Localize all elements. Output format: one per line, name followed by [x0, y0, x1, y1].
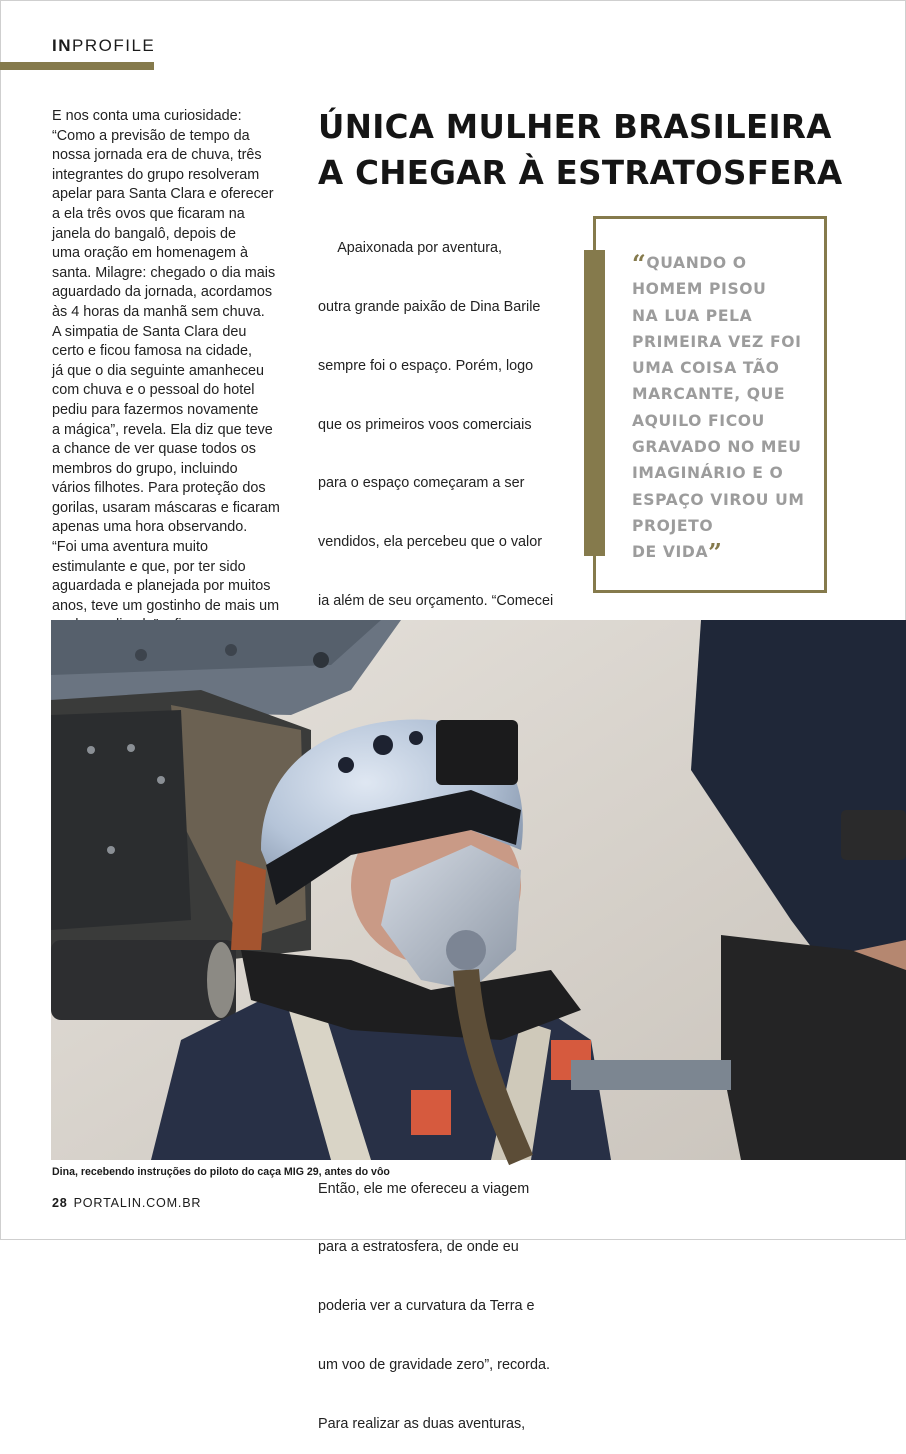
- helmet-vent: [409, 731, 423, 745]
- text-line: Então, ele me ofereceu a viagem: [318, 1180, 530, 1197]
- text-line: E nos conta uma curiosidade:: [52, 108, 242, 124]
- pull-quote-line: GRAVADO NO MEU: [632, 438, 802, 457]
- site-url: PORTALIN.COM.BR: [73, 1196, 202, 1210]
- text-line: já que o dia seguinte amanheceu: [52, 362, 265, 379]
- pull-quote-text: QUANDO O: [646, 254, 747, 272]
- pull-quote-line: IMAGINÁRIO E O: [632, 464, 784, 483]
- page-number: 28: [52, 1196, 68, 1210]
- text-line: Apaixonada por aventura,: [318, 240, 503, 257]
- text-line: para o espaço começaram a ser: [318, 475, 525, 492]
- left-text-column: [52, 107, 298, 636]
- text-line: santa. Milagre: chegado o dia mais: [52, 264, 276, 281]
- pull-quote-line: AQUILO FICOU: [632, 411, 765, 430]
- text-line: a ela três ovos que ficaram na: [52, 205, 245, 222]
- mask-valve: [446, 930, 486, 970]
- seat-side-panel: [51, 710, 191, 930]
- rivet: [135, 649, 147, 661]
- section-label-light: PROFILE: [72, 36, 156, 55]
- page-footer: [52, 1196, 201, 1210]
- text-line: apelar para Santa Clara e oferecer: [52, 186, 274, 203]
- text-line: às 4 horas da manhã sem chuva.: [52, 303, 265, 320]
- text-line: sempre foi o espaço. Porém, logo: [318, 357, 534, 374]
- pull-quote-line: MARCANTE, QUE: [632, 385, 786, 404]
- text-line: apenas uma hora observando.: [52, 519, 248, 536]
- rivet: [87, 746, 95, 754]
- text-line: a mágica”, revela. Ela diz que teve: [52, 421, 273, 438]
- pull-quote-line: HOMEM PISOU: [632, 280, 767, 299]
- text-line: outra grande paixão de Dina Barile: [318, 298, 541, 315]
- article-headline: [318, 104, 878, 196]
- helmet-vent: [373, 735, 393, 755]
- text-line: ia além de seu orçamento. “Comecei: [318, 592, 554, 609]
- pull-quote-accent-tab: [584, 250, 605, 556]
- pull-quote-text: DE VIDA: [632, 543, 709, 562]
- aircraft-rail: [571, 1060, 731, 1090]
- text-line: para a estratosfera, de onde eu: [318, 1239, 519, 1256]
- text-line: aguardada e planejada por muitos: [52, 578, 271, 595]
- text-line: uma oração em homenagem à: [52, 245, 248, 262]
- text-line: “Foi uma aventura muito: [52, 539, 208, 556]
- pull-quote-line: [632, 250, 818, 276]
- section-accent-bar: [0, 62, 154, 70]
- text-line: janela do bangalô, depois de: [52, 225, 237, 242]
- rivet: [313, 652, 329, 668]
- action-camera: [841, 810, 906, 860]
- pull-quote-line: UMA COISA TÃO: [632, 359, 780, 378]
- headline-line-1: ÚNICA MULHER BRASILEIRA: [318, 108, 832, 146]
- pull-quote-line: PROJETO: [632, 516, 714, 535]
- helmet-camera: [436, 720, 518, 785]
- photo-illustration: [51, 620, 906, 1160]
- cockpit-photo: [51, 620, 906, 1160]
- text-line: nossa jornada era de chuva, três: [52, 147, 262, 164]
- text-line: “Como a previsão de tempo da: [52, 127, 250, 144]
- harness-buckle: [411, 1090, 451, 1135]
- red-hair: [231, 860, 266, 950]
- text-line: com chuva e o pessoal do hotel: [52, 382, 255, 399]
- text-line: aguardado da jornada, acordamos: [52, 284, 273, 301]
- rivet: [127, 744, 135, 752]
- photo-caption: Dina, recebendo instruções do piloto do caça MIG 29, antes do vôo: [52, 1166, 390, 1178]
- text-line: gorilas, usaram máscaras e ficaram: [52, 499, 280, 516]
- rivet: [225, 644, 237, 656]
- text-line: pediu para fazermos novamente: [52, 401, 259, 418]
- text-line: um voo de gravidade zero”, recorda.: [318, 1357, 550, 1374]
- pull-quote-line: ESPAÇO VIROU UM: [632, 490, 805, 509]
- text-line: estimulante e que, por ter sido: [52, 558, 246, 575]
- headline-line-2: A CHEGAR À ESTRATOSFERA: [318, 154, 843, 192]
- text-line: A simpatia de Santa Clara deu: [52, 323, 247, 340]
- rivet: [107, 846, 115, 854]
- text-line: certo e ficou famosa na cidade,: [52, 343, 252, 360]
- text-line: integrantes do grupo resolveram: [52, 166, 260, 183]
- open-quote-mark: “: [632, 249, 647, 278]
- cylinder-cap: [207, 942, 235, 1018]
- cockpit-device: [721, 935, 906, 1160]
- pull-quote-line: NA LUA PELA: [632, 306, 753, 325]
- pull-quote-line: PRIMEIRA VEZ FOI: [632, 332, 802, 351]
- helmet-vent: [338, 757, 354, 773]
- text-line: a chance de ver quase todos os: [52, 441, 257, 458]
- pull-quote-line: [632, 538, 818, 568]
- rivet: [157, 776, 165, 784]
- text-line: anos, teve um gostinho de mais um: [52, 597, 280, 614]
- pull-quote: [632, 250, 818, 566]
- text-line: poderia ver a curvatura da Terra e: [318, 1298, 535, 1315]
- text-line: membros do grupo, incluindo: [52, 460, 238, 477]
- section-label: [52, 36, 155, 56]
- section-label-bold: IN: [52, 36, 72, 55]
- text-line: Para realizar as duas aventuras,: [318, 1415, 526, 1432]
- close-quote-mark: ”: [708, 538, 723, 568]
- text-line: vendidos, ela percebeu que o valor: [318, 534, 543, 551]
- text-line: que os primeiros voos comerciais: [318, 416, 532, 433]
- text-line: vários filhotes. Para proteção dos: [52, 480, 266, 497]
